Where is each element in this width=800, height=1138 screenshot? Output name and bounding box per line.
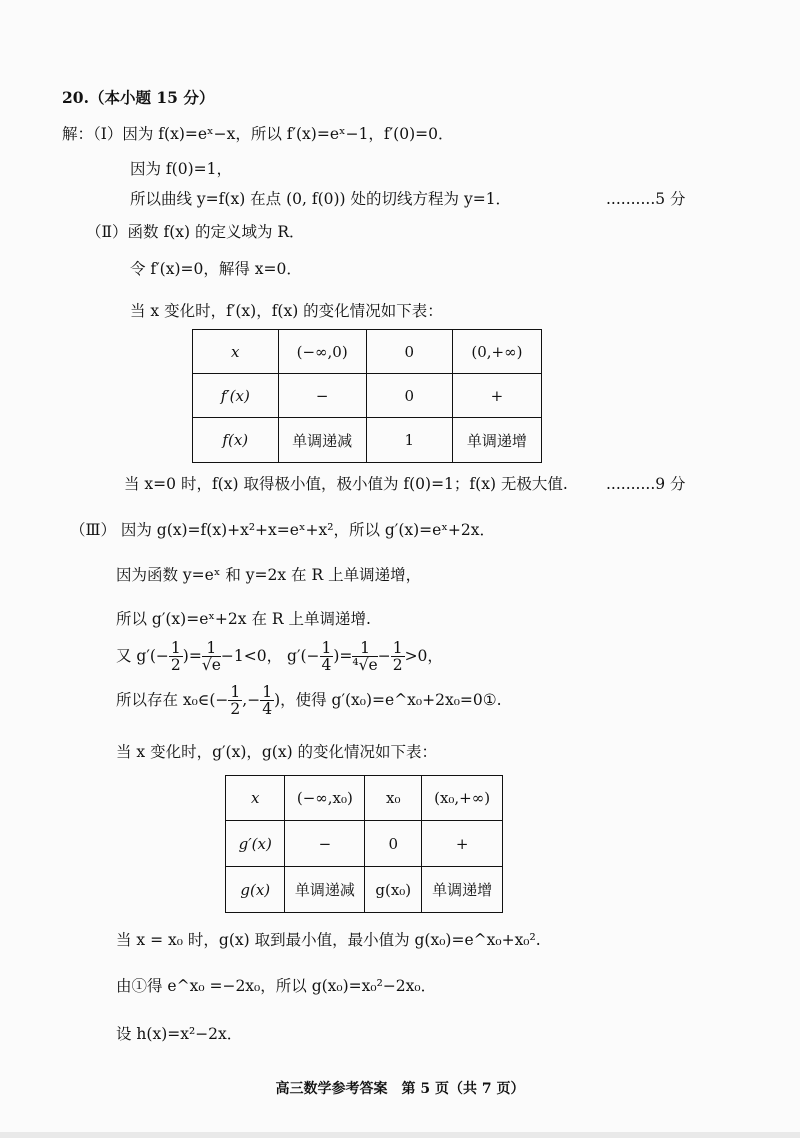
text: )= — [182, 646, 202, 665]
fraction: $\frac{1}{\text{⁴√e}}$ — [352, 639, 378, 675]
table-cell: − — [285, 821, 365, 867]
text: 所以存在 x₀∈(− — [116, 690, 229, 709]
table-cell: 单调递减 — [285, 867, 365, 913]
table-cell: 1 — [366, 418, 452, 463]
g-variation-table — [225, 775, 503, 913]
text: >0， — [404, 646, 443, 665]
table-cell: + — [422, 821, 503, 867]
table-cell: g(x) — [226, 867, 285, 913]
part3-line9: 设 h(x)=x²−2x． — [116, 1025, 243, 1043]
page-footer: 高三数学参考答案 第 5 页（共 7 页） — [275, 1081, 525, 1097]
table-cell: (x₀,+∞) — [422, 776, 503, 821]
table-cell: + — [452, 374, 541, 418]
part2-line2: 令 f′(x)=0，解得 x=0． — [130, 260, 302, 278]
part1-line3: 所以曲线 y=f(x) 在点 (0, f(0)) 处的切线方程为 y=1． — [130, 190, 512, 208]
text: 又 g′(− — [116, 646, 169, 665]
part3-line4 — [116, 640, 443, 674]
table-cell: 0 — [366, 330, 452, 374]
text: )，使得 g′(x₀)=e^x₀+2x₀=0①. — [274, 690, 502, 709]
table-cell: (−∞,x₀) — [285, 776, 365, 821]
part1-line2: 因为 f(0)=1， — [130, 160, 232, 178]
part1-line1: 解：（Ⅰ）因为 f(x)=eˣ−x，所以 f′(x)=eˣ−1，f′(0)=0． — [62, 125, 454, 143]
table-cell: g′(x) — [226, 821, 285, 867]
fraction: $\frac{1}{√e}$ — [201, 639, 221, 675]
problem-header: 20.（本小题 15 分） — [62, 88, 215, 107]
text: ,− — [242, 690, 261, 709]
table-cell: f′(x) — [193, 374, 279, 418]
part2-score: ..........9 分 — [606, 475, 686, 493]
table-cell: 0 — [366, 374, 452, 418]
table-cell: − — [278, 374, 366, 418]
part2-line3: 当 x 变化时，f′(x)，f(x) 的变化情况如下表： — [130, 302, 443, 320]
text: −1<0， g′(− — [220, 646, 320, 665]
table-cell: g(x₀) — [365, 867, 422, 913]
table-cell: 0 — [365, 821, 422, 867]
table-cell: 单调递减 — [278, 418, 366, 463]
part3-line7: 当 x = x₀ 时，g(x) 取到最小值，最小值为 g(x₀)=e^x₀+x₀². — [116, 931, 541, 949]
part3-line1: （Ⅲ） 因为 g(x)=f(x)+x²+x=eˣ+x²，所以 g′(x)=eˣ+2x． — [70, 521, 495, 539]
part3-line5 — [116, 684, 502, 718]
part3-line6: 当 x 变化时，g′(x)，g(x) 的变化情况如下表： — [116, 743, 438, 761]
table-cell: 单调递增 — [452, 418, 541, 463]
fraction: $\frac{1}{4}$ — [262, 683, 273, 719]
f-variation-table — [192, 329, 542, 463]
fraction: $\frac{1}{2}$ — [392, 639, 403, 675]
fraction: $\frac{1}{2}$ — [230, 683, 241, 719]
table-cell: 单调递增 — [422, 867, 503, 913]
part3-line3: 所以 g′(x)=eˣ+2x 在 R 上单调递增. — [116, 610, 371, 628]
text: − — [377, 646, 391, 665]
table-cell: (−∞,0) — [278, 330, 366, 374]
table-cell: x — [193, 330, 279, 374]
part2-conclusion: 当 x=0 时，f(x) 取得极小值，极小值为 f(0)=1；f(x) 无极大值. — [124, 475, 568, 493]
part2-line1: （Ⅱ）函数 f(x) 的定义域为 R． — [86, 223, 305, 241]
fraction: $\frac{1}{2}$ — [170, 639, 181, 675]
table-cell: x₀ — [365, 776, 422, 821]
fraction: $\frac{1}{4}$ — [321, 639, 332, 675]
table-cell: f(x) — [193, 418, 279, 463]
scan-edge — [0, 1132, 800, 1138]
table-cell: (0,+∞) — [452, 330, 541, 374]
part1-score: ..........5 分 — [606, 190, 686, 208]
part3-line8: 由①得 e^x₀ =−2x₀，所以 g(x₀)=x₀²−2x₀． — [116, 977, 437, 995]
text: )= — [333, 646, 353, 665]
table-cell: x — [226, 776, 285, 821]
part3-line2: 因为函数 y=eˣ 和 y=2x 在 R 上单调递增， — [116, 566, 422, 584]
